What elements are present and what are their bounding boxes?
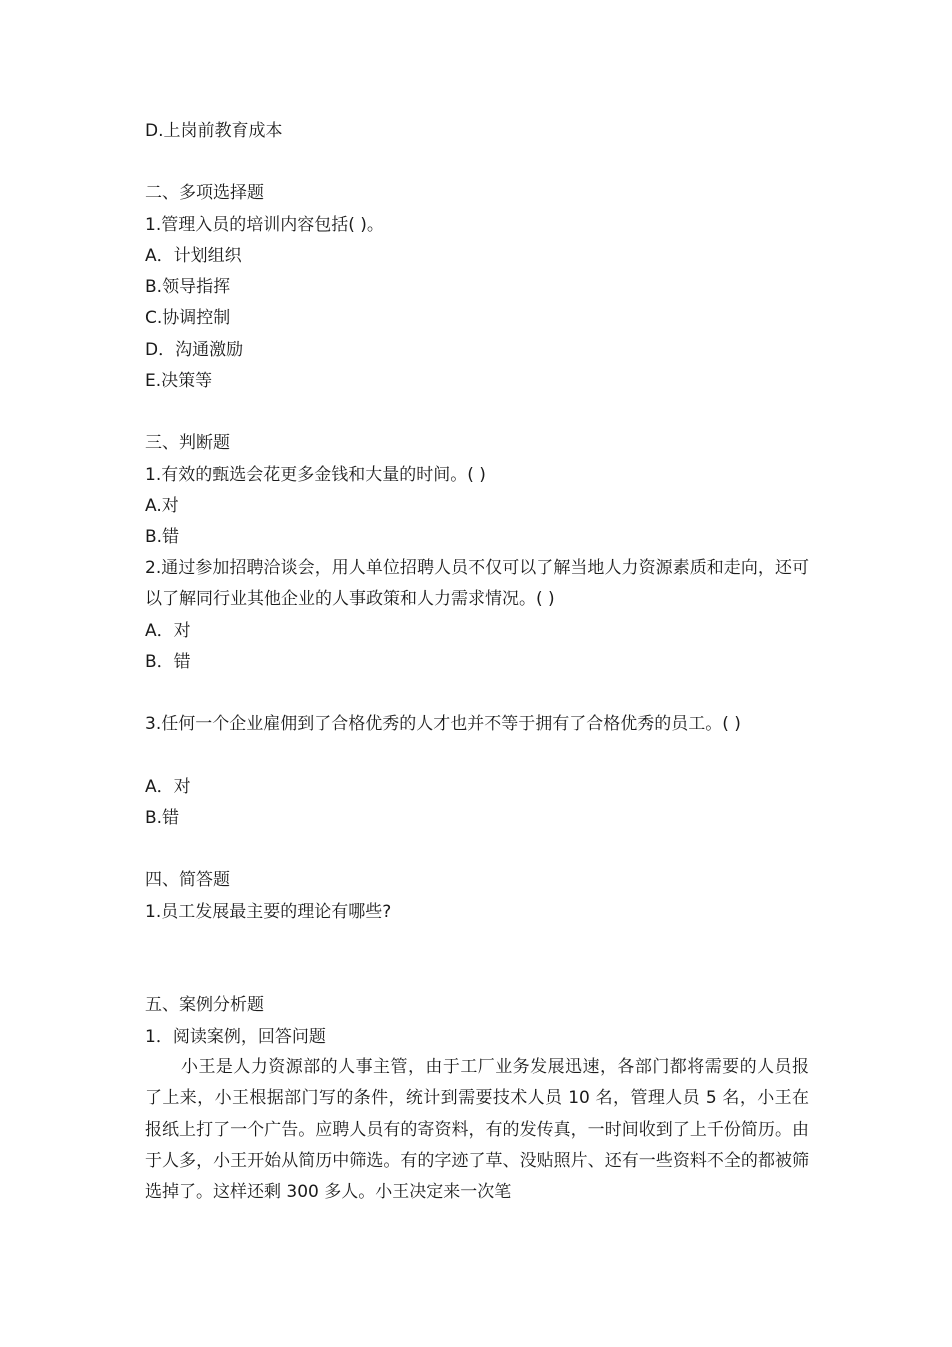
option-d-prev: D.上岗前教育成本 bbox=[145, 121, 283, 141]
option-b: B.领导指挥 bbox=[145, 277, 231, 297]
option-d: D．沟通激励 bbox=[145, 340, 244, 360]
question-text: 1．阅读案例，回答问题 bbox=[145, 1027, 326, 1047]
section-heading-multiple-choice: 二、多项选择题 bbox=[145, 183, 264, 203]
section-heading-short-answer: 四、简答题 bbox=[145, 870, 230, 890]
option-a: A．对 bbox=[145, 777, 191, 797]
option-e: E.决策等 bbox=[145, 371, 213, 391]
section-heading-true-false: 三、判断题 bbox=[145, 433, 230, 453]
option-a: A．对 bbox=[145, 621, 191, 641]
option-c: C.协调控制 bbox=[145, 308, 231, 328]
option-b: B.错 bbox=[145, 527, 180, 547]
case-paragraph: 小王是人力资源部的人事主管，由于工厂业务发展迅速，各部门都将需要的人员报了上来，小王根据部门写的条件，统计到需要技术人员 10 名，管理人员 5 名，小王在报纸上打了一个广告。应聘人员有的寄资料，有的发传真，一时间收到了上千份简历。由于人多，小王开始从简历中筛选。有的字迹了草、没贴照片、还有一些资料不全的都被筛选掉了。这样还剩 300 多人。小王决定来一次笔 bbox=[145, 1057, 809, 1203]
question-text: 1.员工发展最主要的理论有哪些? bbox=[145, 902, 392, 922]
question-text: 2.通过参加招聘洽谈会，用人单位招聘人员不仅可以了解当地人力资源素质和走向，还可以了解同行业其他企业的人事政策和人力需求情况。( ) bbox=[145, 558, 809, 610]
question-text: 1.管理入员的培训内容包括( )。 bbox=[145, 215, 384, 235]
question-text: 3.任何一个企业雇佣到了合格优秀的人才也并不等于拥有了合格优秀的员工。( ) bbox=[145, 714, 741, 734]
option-b: B.错 bbox=[145, 808, 180, 828]
option-a: A．计划组织 bbox=[145, 246, 242, 266]
section-heading-case-analysis: 五、案例分析题 bbox=[145, 995, 264, 1015]
option-a: A.对 bbox=[145, 496, 179, 516]
option-b: B．错 bbox=[145, 652, 191, 672]
question-text: 1.有效的甄选会花更多金钱和大量的时间。( ) bbox=[145, 465, 486, 485]
